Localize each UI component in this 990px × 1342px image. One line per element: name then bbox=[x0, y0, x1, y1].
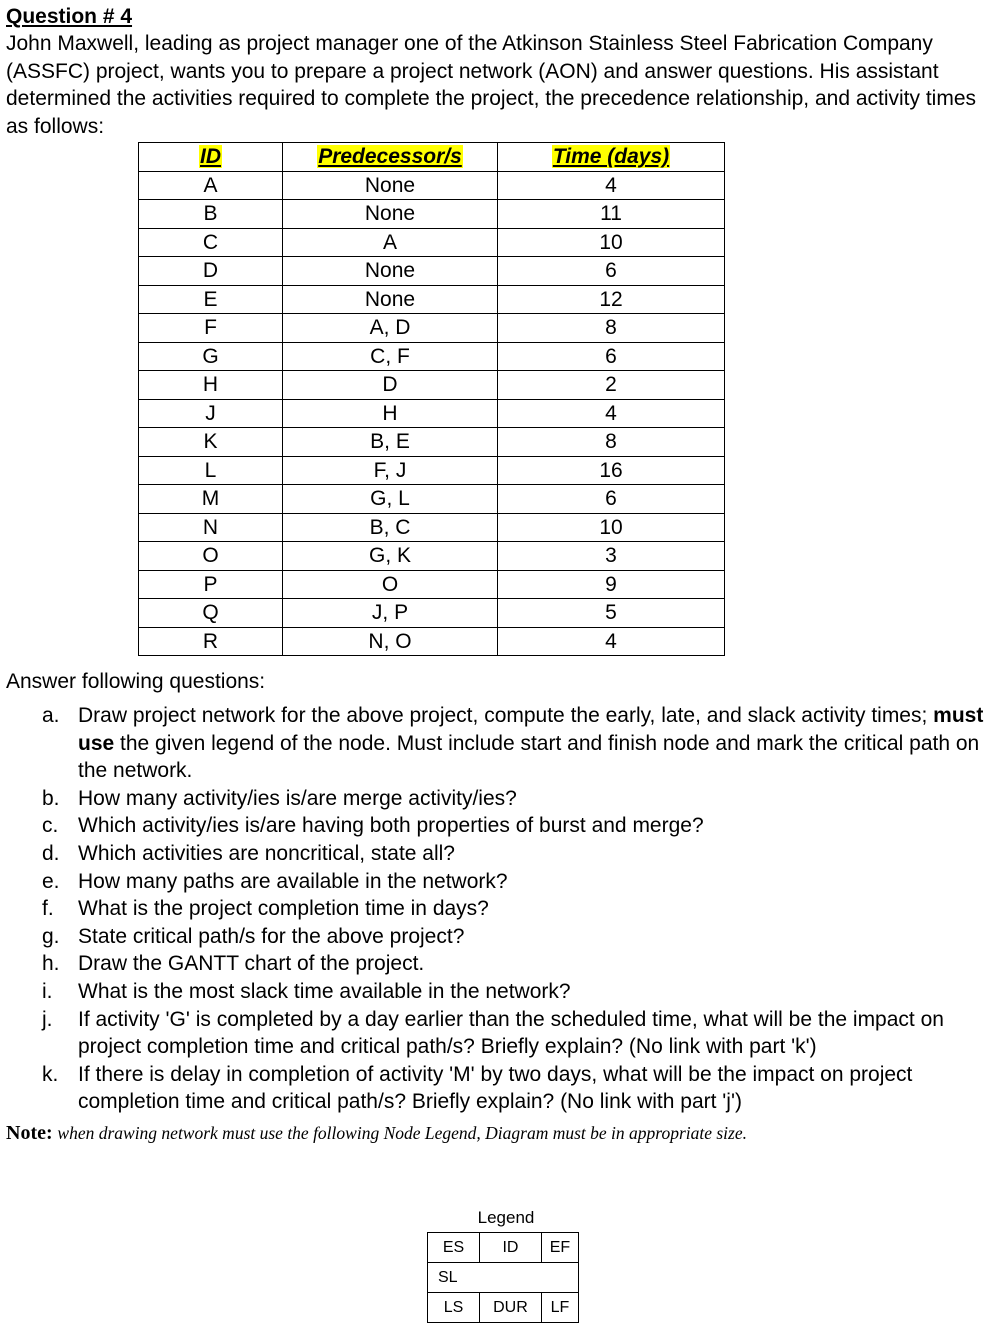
table-row bbox=[139, 200, 725, 229]
question-text: How many paths are available in the network? bbox=[78, 869, 508, 893]
question-text: How many activity/ies is/are merge activity/ies? bbox=[78, 786, 517, 810]
cell-predecessors: None bbox=[283, 171, 498, 200]
cell-time: 6 bbox=[498, 485, 725, 514]
table-row bbox=[139, 428, 725, 457]
question-label: d. bbox=[42, 841, 60, 865]
cell-id: N bbox=[139, 513, 283, 542]
cell-time: 4 bbox=[498, 399, 725, 428]
cell-predecessors: None bbox=[283, 257, 498, 286]
cell-id: D bbox=[139, 257, 283, 286]
legend-blank bbox=[480, 1263, 542, 1293]
table-row bbox=[139, 342, 725, 371]
table-row bbox=[139, 314, 725, 343]
table-row bbox=[139, 257, 725, 286]
table-row bbox=[139, 456, 725, 485]
cell-predecessors: G, L bbox=[283, 485, 498, 514]
table-row bbox=[139, 399, 725, 428]
legend-sl: SL bbox=[428, 1263, 480, 1293]
legend-lf: LF bbox=[541, 1293, 578, 1323]
cell-predecessors: B, E bbox=[283, 428, 498, 457]
question-text: State critical path/s for the above project? bbox=[78, 924, 465, 948]
question-item bbox=[6, 785, 984, 813]
question-label: h. bbox=[42, 952, 60, 976]
table-row bbox=[139, 285, 725, 314]
question-text: Draw the GANTT chart of the project. bbox=[78, 952, 425, 976]
question-label: g. bbox=[42, 924, 60, 948]
table-row bbox=[139, 599, 725, 628]
cell-predecessors: None bbox=[283, 200, 498, 229]
document-page bbox=[6, 4, 984, 1147]
cell-time: 12 bbox=[498, 285, 725, 314]
cell-predecessors: F, J bbox=[283, 456, 498, 485]
question-item bbox=[6, 895, 984, 923]
question-item bbox=[6, 1006, 984, 1061]
legend-dur: DUR bbox=[480, 1293, 542, 1323]
cell-predecessors: J, P bbox=[283, 599, 498, 628]
header-predecessors: Predecessor/s bbox=[283, 143, 498, 172]
cell-id: G bbox=[139, 342, 283, 371]
cell-id: B bbox=[139, 200, 283, 229]
node-legend bbox=[427, 1204, 585, 1323]
cell-id: Q bbox=[139, 599, 283, 628]
legend-ls: LS bbox=[428, 1293, 480, 1323]
question-text: Which activity/ies is/are having both properties of burst and merge? bbox=[78, 814, 704, 838]
cell-time: 9 bbox=[498, 570, 725, 599]
cell-id: M bbox=[139, 485, 283, 514]
note-label: Note: bbox=[6, 1121, 53, 1144]
question-label: j. bbox=[42, 1007, 53, 1031]
cell-id: F bbox=[139, 314, 283, 343]
cell-id: K bbox=[139, 428, 283, 457]
cell-predecessors: O bbox=[283, 570, 498, 599]
cell-predecessors: N, O bbox=[283, 627, 498, 656]
cell-id: E bbox=[139, 285, 283, 314]
activity-table-body bbox=[139, 171, 725, 656]
cell-time: 8 bbox=[498, 314, 725, 343]
question-label: k. bbox=[42, 1062, 59, 1086]
table-row bbox=[139, 485, 725, 514]
question-item bbox=[6, 1061, 984, 1116]
cell-time: 11 bbox=[498, 200, 725, 229]
cell-predecessors: H bbox=[283, 399, 498, 428]
cell-time: 10 bbox=[498, 513, 725, 542]
cell-time: 6 bbox=[498, 342, 725, 371]
cell-predecessors: A, D bbox=[283, 314, 498, 343]
question-item bbox=[6, 840, 984, 868]
cell-time: 5 bbox=[498, 599, 725, 628]
cell-id: P bbox=[139, 570, 283, 599]
question-item bbox=[6, 812, 984, 840]
table-row bbox=[139, 570, 725, 599]
question-text: What is the most slack time available in the network? bbox=[78, 979, 571, 1003]
cell-id: R bbox=[139, 627, 283, 656]
legend-id: ID bbox=[480, 1233, 542, 1263]
cell-predecessors: D bbox=[283, 371, 498, 400]
cell-time: 10 bbox=[498, 228, 725, 257]
cell-id: O bbox=[139, 542, 283, 571]
question-text: Which activities are noncritical, state all? bbox=[78, 841, 455, 865]
question-item bbox=[6, 978, 984, 1006]
cell-predecessors: G, K bbox=[283, 542, 498, 571]
question-title: Question # 4 bbox=[6, 5, 133, 28]
note bbox=[6, 1120, 984, 1147]
table-row bbox=[139, 542, 725, 571]
question-label: a. bbox=[42, 704, 60, 727]
question-item bbox=[6, 950, 984, 978]
legend-title: Legend bbox=[477, 1208, 535, 1227]
header-id: ID bbox=[139, 143, 283, 172]
question-list bbox=[6, 702, 984, 1116]
legend-es: ES bbox=[428, 1233, 480, 1263]
table-row bbox=[139, 513, 725, 542]
question-text: What is the project completion time in days? bbox=[78, 897, 489, 921]
question-item bbox=[6, 702, 984, 785]
table-row bbox=[139, 171, 725, 200]
cell-time: 2 bbox=[498, 371, 725, 400]
question-label: i. bbox=[42, 979, 53, 1003]
table-row bbox=[139, 371, 725, 400]
question-intro: John Maxwell, leading as project manager one of the Atkinson Stainless Steel Fabrication Company (ASSFC) project, wants you to prepare a project network (AON) and answer questions. His assistant determined the activities required to complete the project, the precedence relationship, and activity times as follows: bbox=[6, 32, 977, 138]
question-label: b. bbox=[42, 786, 60, 810]
cell-id: C bbox=[139, 228, 283, 257]
table-header-row bbox=[139, 143, 725, 172]
cell-id: H bbox=[139, 371, 283, 400]
cell-time: 4 bbox=[498, 627, 725, 656]
question-label: f. bbox=[42, 897, 54, 921]
answer-heading: Answer following questions: bbox=[6, 670, 266, 693]
cell-id: L bbox=[139, 456, 283, 485]
header-time: Time (days) bbox=[498, 143, 725, 172]
table-row bbox=[139, 627, 725, 656]
cell-id: J bbox=[139, 399, 283, 428]
cell-time: 4 bbox=[498, 171, 725, 200]
legend-ef: EF bbox=[541, 1233, 578, 1263]
question-label: c. bbox=[42, 814, 59, 838]
question-text: Draw project network for the above project, compute the early, late, and slack activity times; bbox=[78, 704, 934, 727]
cell-predecessors: None bbox=[283, 285, 498, 314]
activity-table bbox=[138, 142, 725, 656]
question-label: e. bbox=[42, 869, 60, 893]
cell-time: 3 bbox=[498, 542, 725, 571]
table-row bbox=[139, 228, 725, 257]
question-text: If there is delay in completion of activity 'M' by two days, what will be the impact on project completion time and critical path/s? Briefly explain? (No link with part 'j') bbox=[78, 1062, 913, 1114]
cell-predecessors: A bbox=[283, 228, 498, 257]
question-item bbox=[6, 923, 984, 951]
note-text: when drawing network must use the following Node Legend, Diagram must be in appropriate size. bbox=[57, 1122, 747, 1143]
cell-predecessors: B, C bbox=[283, 513, 498, 542]
cell-predecessors: C, F bbox=[283, 342, 498, 371]
legend-blank-2 bbox=[541, 1263, 578, 1293]
cell-id: A bbox=[139, 171, 283, 200]
question-text-continued: the given legend of the node. Must include start and finish node and mark the critical path on the network. bbox=[78, 731, 980, 783]
question-item bbox=[6, 868, 984, 896]
question-emphasis: must use bbox=[78, 704, 984, 755]
cell-time: 16 bbox=[498, 456, 725, 485]
cell-time: 6 bbox=[498, 257, 725, 286]
legend-node-table bbox=[427, 1232, 579, 1323]
question-text: If activity 'G' is completed by a day earlier than the scheduled time, what will be the impact on project completion time and critical path/s? Briefly explain? (No link with part 'k') bbox=[78, 1007, 944, 1059]
cell-time: 8 bbox=[498, 428, 725, 457]
